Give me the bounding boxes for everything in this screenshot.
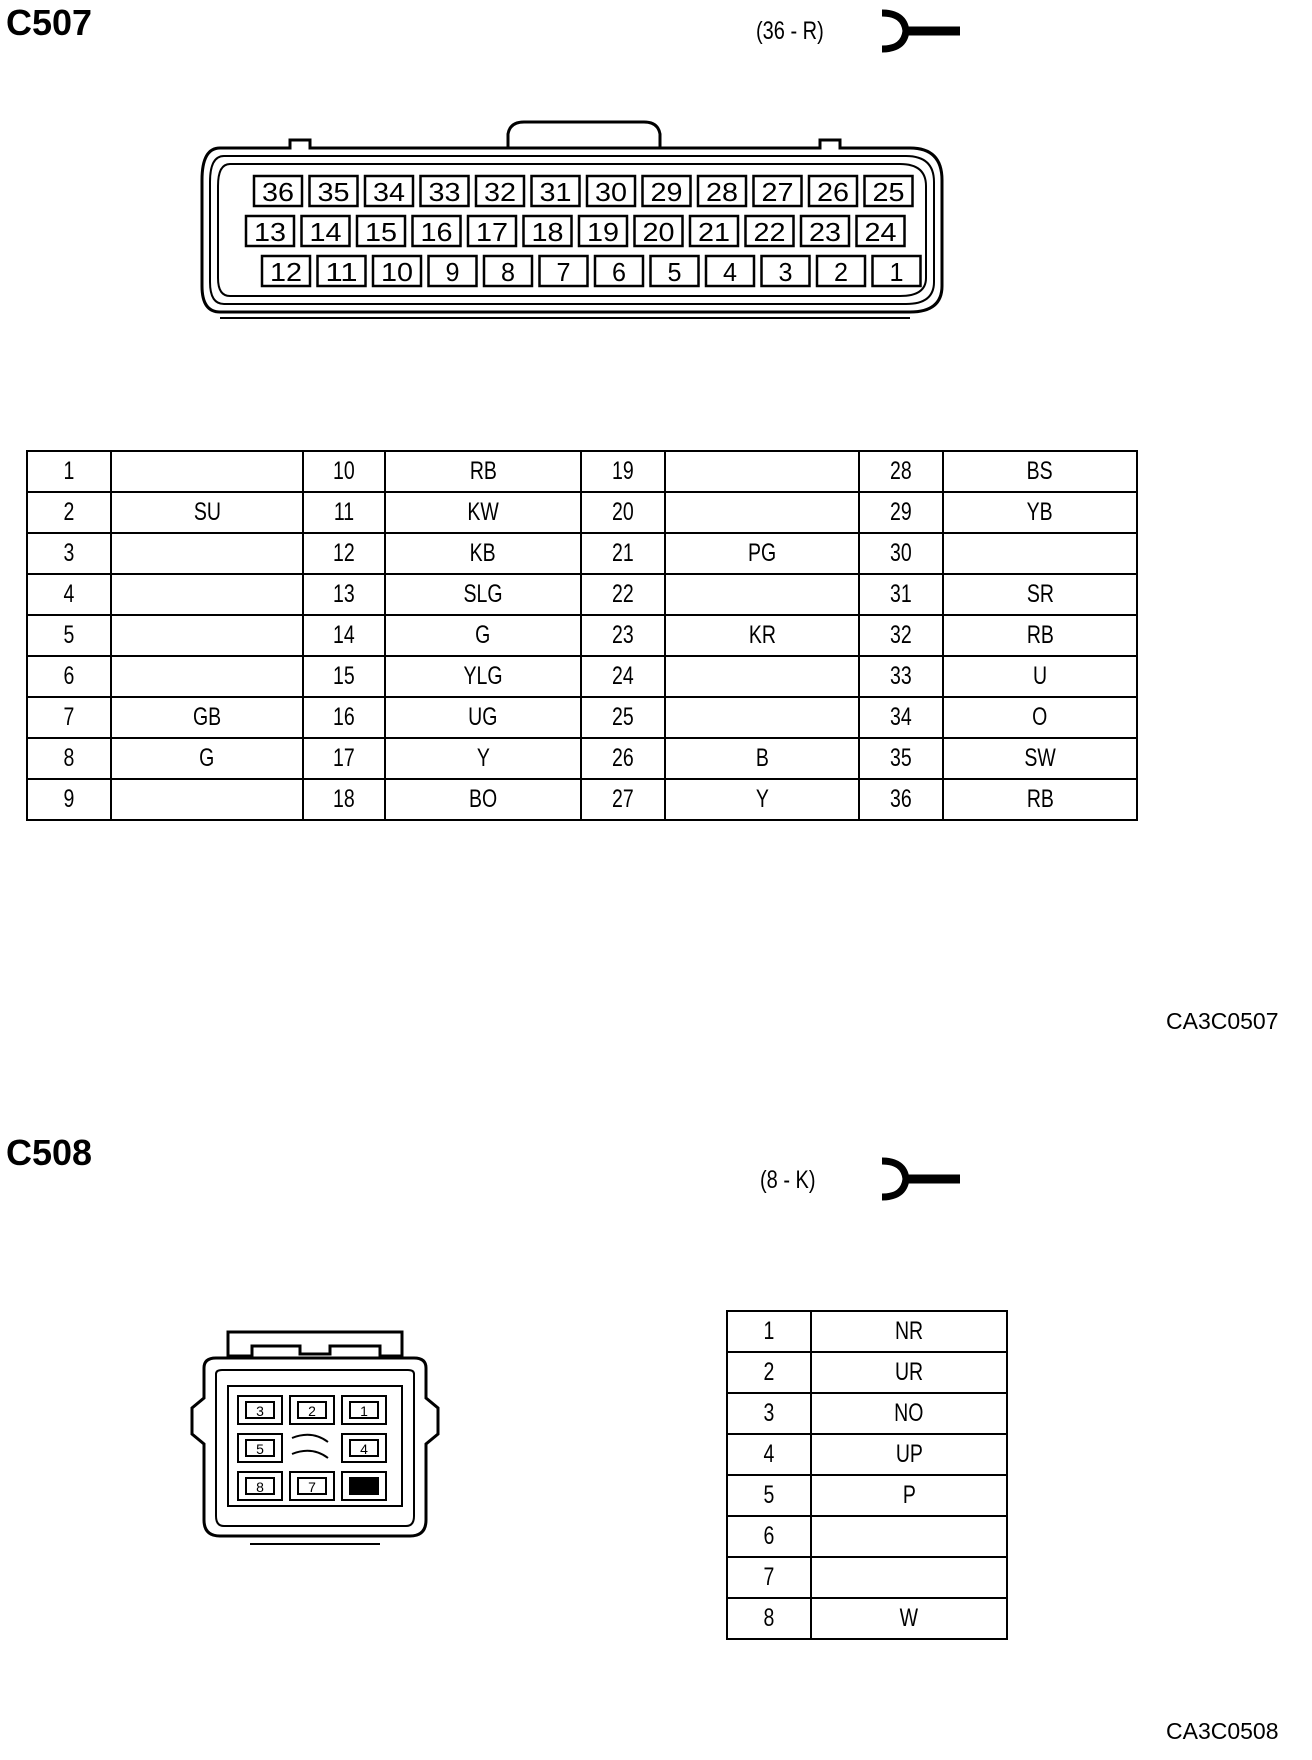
wire-color-cell: G xyxy=(111,738,303,779)
table-row xyxy=(27,451,1137,492)
wire-color-cell xyxy=(111,779,303,820)
connector-pin xyxy=(429,256,477,287)
connector-pin-label: 17 xyxy=(476,217,508,247)
connector-pin-label: 28 xyxy=(706,177,738,207)
wire-color-cell: RB xyxy=(943,779,1137,820)
pin-number-cell: 33 xyxy=(859,656,943,697)
pin-number-cell: 25 xyxy=(581,697,665,738)
c507-figure-reference: CA3C0507 xyxy=(1166,1008,1279,1034)
pin-number-cell: 35 xyxy=(859,738,943,779)
connector-pin xyxy=(484,256,532,287)
pin-number-cell: 5 xyxy=(27,615,111,656)
wire-color-cell: RB xyxy=(943,615,1137,656)
connector-pin xyxy=(318,256,366,287)
c507-connector-spec: (36 - R) xyxy=(756,17,824,45)
pin-number-cell: 16 xyxy=(303,697,385,738)
connector-pin xyxy=(238,1472,282,1500)
c508-connector-face xyxy=(180,1326,450,1554)
wire-color-cell: KB xyxy=(385,533,581,574)
wire-color-cell: BO xyxy=(385,779,581,820)
wire-color-cell: GB xyxy=(111,697,303,738)
pin-number-cell: 14 xyxy=(303,615,385,656)
wire-color-cell xyxy=(111,451,303,492)
table-row xyxy=(27,656,1137,697)
pin-number-cell: 3 xyxy=(27,533,111,574)
pin-number-cell: 30 xyxy=(859,533,943,574)
connector-pin-label: 10 xyxy=(381,257,413,287)
c507-pin-table xyxy=(26,450,1138,821)
c507-connector-id: C507 xyxy=(6,2,93,43)
connector-pin-label: 23 xyxy=(809,217,841,247)
connector-pin xyxy=(373,256,421,287)
connector-pin-label: 31 xyxy=(539,177,572,207)
wire-color-cell: UG xyxy=(385,697,581,738)
connector-pin xyxy=(413,216,461,247)
connector-pin-label: 30 xyxy=(595,177,627,207)
wire-color-cell: BS xyxy=(943,451,1137,492)
connector-pin xyxy=(579,216,627,247)
connector-pin-label: 13 xyxy=(254,217,286,247)
pin-number-cell: 1 xyxy=(27,451,111,492)
connector-pin-label: 33 xyxy=(428,177,461,207)
table-row xyxy=(27,697,1137,738)
connector-pin-label: 5 xyxy=(667,257,682,287)
pin-number-cell: 28 xyxy=(859,451,943,492)
pin-number-cell: 34 xyxy=(859,697,943,738)
c507-connector-face xyxy=(190,116,960,324)
pin-number-cell: 6 xyxy=(727,1516,811,1557)
connector-pin xyxy=(238,1434,282,1462)
connector-pin xyxy=(290,1472,334,1500)
connector-pin-label: 14 xyxy=(309,217,342,247)
pin-number-cell: 12 xyxy=(303,533,385,574)
connector-pin-label: 2 xyxy=(308,1403,316,1419)
connector-pin-label: 2 xyxy=(834,257,848,287)
wire-color-cell xyxy=(665,451,859,492)
wire-color-cell: KR xyxy=(665,615,859,656)
table-row xyxy=(27,533,1137,574)
wire-color-cell xyxy=(665,492,859,533)
wire-color-cell xyxy=(111,656,303,697)
blocked-cavity xyxy=(350,1478,378,1494)
wire-color-cell: B xyxy=(665,738,859,779)
connector-pin xyxy=(524,216,572,247)
connector-pin xyxy=(746,216,794,247)
connector-pin xyxy=(873,256,921,287)
table-row xyxy=(727,1434,1007,1475)
connector-pin xyxy=(246,216,294,247)
pin-number-cell: 8 xyxy=(727,1598,811,1639)
pin-number-cell: 22 xyxy=(581,574,665,615)
pin-number-cell: 20 xyxy=(581,492,665,533)
wire-color-cell: SLG xyxy=(385,574,581,615)
pin-number-cell: 7 xyxy=(727,1557,811,1598)
table-row xyxy=(27,779,1137,820)
pin-number-cell: 5 xyxy=(727,1475,811,1516)
connector-pin-label: 7 xyxy=(308,1479,316,1495)
connector-pin xyxy=(595,256,643,287)
table-row xyxy=(727,1516,1007,1557)
connector-pin-label: 22 xyxy=(753,217,786,247)
connector-pin xyxy=(254,176,302,207)
wire-color-cell: O xyxy=(943,697,1137,738)
connector-pin-label: 35 xyxy=(317,177,350,207)
connector-pin-label: 26 xyxy=(817,177,849,207)
wire-color-cell xyxy=(665,656,859,697)
wire-color-cell: SW xyxy=(943,738,1137,779)
pin-number-cell: 13 xyxy=(303,574,385,615)
wire-color-cell: NR xyxy=(811,1311,1007,1352)
connector-pin-label: 19 xyxy=(587,217,619,247)
connector-pin xyxy=(865,176,913,207)
connector-pin xyxy=(690,216,738,247)
pin-number-cell: 24 xyxy=(581,656,665,697)
table-row xyxy=(27,615,1137,656)
pin-number-cell: 36 xyxy=(859,779,943,820)
connector-pin-label: 29 xyxy=(650,177,683,207)
connector-pin xyxy=(532,176,580,207)
connector-pin xyxy=(262,256,310,287)
wire-color-cell: Y xyxy=(385,738,581,779)
connector-pin xyxy=(310,176,358,207)
connector-pin-label: 4 xyxy=(360,1441,368,1457)
connector-pin xyxy=(801,216,849,247)
connector-pin-label: 34 xyxy=(373,177,405,207)
pin-number-cell: 2 xyxy=(727,1352,811,1393)
connector-pin xyxy=(809,176,857,207)
table-row xyxy=(727,1598,1007,1639)
pin-number-cell: 9 xyxy=(27,779,111,820)
connector-pin-label: 20 xyxy=(642,217,675,247)
wire-color-cell: YB xyxy=(943,492,1137,533)
connector-pin-label: 4 xyxy=(723,257,737,287)
center-latch xyxy=(292,1435,328,1458)
connector-pin-label: 18 xyxy=(531,217,564,247)
connector-pin-label: 8 xyxy=(501,257,515,287)
pin-number-cell: 3 xyxy=(727,1393,811,1434)
connector-pin-label: 36 xyxy=(262,177,294,207)
connector-pin-label: 9 xyxy=(445,257,460,287)
wire-color-cell: SU xyxy=(111,492,303,533)
connector-pin xyxy=(762,256,810,287)
wire-color-cell xyxy=(665,697,859,738)
table-row xyxy=(27,492,1137,533)
connector-pin xyxy=(238,1396,282,1424)
connector-pin xyxy=(754,176,802,207)
connector-pin xyxy=(357,216,405,247)
wire-color-cell xyxy=(943,533,1137,574)
wire-color-cell: YLG xyxy=(385,656,581,697)
connector-pin xyxy=(635,216,683,247)
connector-pin xyxy=(342,1396,386,1424)
connector-pin-label: 3 xyxy=(778,257,793,287)
c508-plug-symbol-icon xyxy=(876,1156,964,1202)
table-row xyxy=(727,1311,1007,1352)
pin-number-cell: 32 xyxy=(859,615,943,656)
table-row xyxy=(727,1475,1007,1516)
pin-number-cell: 10 xyxy=(303,451,385,492)
pin-number-cell: 4 xyxy=(27,574,111,615)
connector-pin xyxy=(342,1434,386,1462)
wire-color-cell: PG xyxy=(665,533,859,574)
connector-pin xyxy=(421,176,469,207)
wire-color-cell: UP xyxy=(811,1434,1007,1475)
pin-number-cell: 6 xyxy=(27,656,111,697)
pin-number-cell: 7 xyxy=(27,697,111,738)
c508-figure-reference: CA3C0508 xyxy=(1166,1718,1279,1744)
pin-number-cell: 8 xyxy=(27,738,111,779)
connector-pin-label: 24 xyxy=(864,217,897,247)
connector-pin-label: 7 xyxy=(556,257,571,287)
connector-pin-label: 27 xyxy=(761,177,794,207)
table-row xyxy=(727,1352,1007,1393)
connector-pin-label: 25 xyxy=(872,177,905,207)
connector-pin xyxy=(857,216,905,247)
table-row xyxy=(727,1393,1007,1434)
pin-number-cell: 18 xyxy=(303,779,385,820)
wire-color-cell: P xyxy=(811,1475,1007,1516)
wire-color-cell: W xyxy=(811,1598,1007,1639)
connector-pin-label: 1 xyxy=(889,257,904,287)
pin-number-cell: 27 xyxy=(581,779,665,820)
wire-color-cell: KW xyxy=(385,492,581,533)
connector-pin-label: 32 xyxy=(484,177,516,207)
connector-pin xyxy=(651,256,699,287)
wire-color-cell: U xyxy=(943,656,1137,697)
connector-pin-label: 12 xyxy=(270,257,302,287)
table-row xyxy=(27,574,1137,615)
pin-number-cell: 2 xyxy=(27,492,111,533)
c507-plug-symbol-icon xyxy=(876,8,964,54)
connector-pin xyxy=(587,176,635,207)
connector-pin xyxy=(540,256,588,287)
wire-color-cell: RB xyxy=(385,451,581,492)
c508-connector-spec: (8 - K) xyxy=(760,1166,816,1194)
connector-pin xyxy=(643,176,691,207)
connector-pin-label: 5 xyxy=(256,1441,264,1457)
pin-number-cell: 31 xyxy=(859,574,943,615)
pin-number-cell: 19 xyxy=(581,451,665,492)
connector-pin xyxy=(817,256,865,287)
pin-number-cell: 17 xyxy=(303,738,385,779)
pin-number-cell: 11 xyxy=(303,492,385,533)
connector-pin-label: 15 xyxy=(365,217,397,247)
connector-pin xyxy=(290,1396,334,1424)
wire-color-cell xyxy=(811,1557,1007,1598)
table-row xyxy=(27,738,1137,779)
wire-color-cell xyxy=(111,615,303,656)
wire-color-cell: NO xyxy=(811,1393,1007,1434)
connector-pin-label: 11 xyxy=(325,257,358,287)
connector-pin-label: 16 xyxy=(420,217,453,247)
connector-pin xyxy=(706,256,754,287)
wire-color-cell xyxy=(111,574,303,615)
connector-pin-label: 6 xyxy=(612,257,626,287)
wire-color-cell xyxy=(811,1516,1007,1557)
pin-number-cell: 23 xyxy=(581,615,665,656)
wire-color-cell: SR xyxy=(943,574,1137,615)
pin-number-cell: 26 xyxy=(581,738,665,779)
wire-color-cell: UR xyxy=(811,1352,1007,1393)
connector-pin xyxy=(476,176,524,207)
c508-pin-table xyxy=(726,1310,1008,1640)
connector-pin-label: 3 xyxy=(256,1403,264,1419)
pin-number-cell: 29 xyxy=(859,492,943,533)
connector-pin-label: 8 xyxy=(256,1479,264,1495)
wire-color-cell xyxy=(111,533,303,574)
connector-pin xyxy=(365,176,413,207)
pin-number-cell: 21 xyxy=(581,533,665,574)
table-row xyxy=(727,1557,1007,1598)
connector-pin xyxy=(468,216,516,247)
wire-color-cell xyxy=(665,574,859,615)
connector-pin-label: 1 xyxy=(360,1403,368,1419)
connector-pin xyxy=(302,216,350,247)
pin-number-cell: 4 xyxy=(727,1434,811,1475)
connector-pin-label: 21 xyxy=(698,217,730,247)
connector-pin xyxy=(698,176,746,207)
wire-color-cell: G xyxy=(385,615,581,656)
pin-number-cell: 15 xyxy=(303,656,385,697)
pin-number-cell: 1 xyxy=(727,1311,811,1352)
c508-connector-id: C508 xyxy=(6,1132,93,1173)
wire-color-cell: Y xyxy=(665,779,859,820)
